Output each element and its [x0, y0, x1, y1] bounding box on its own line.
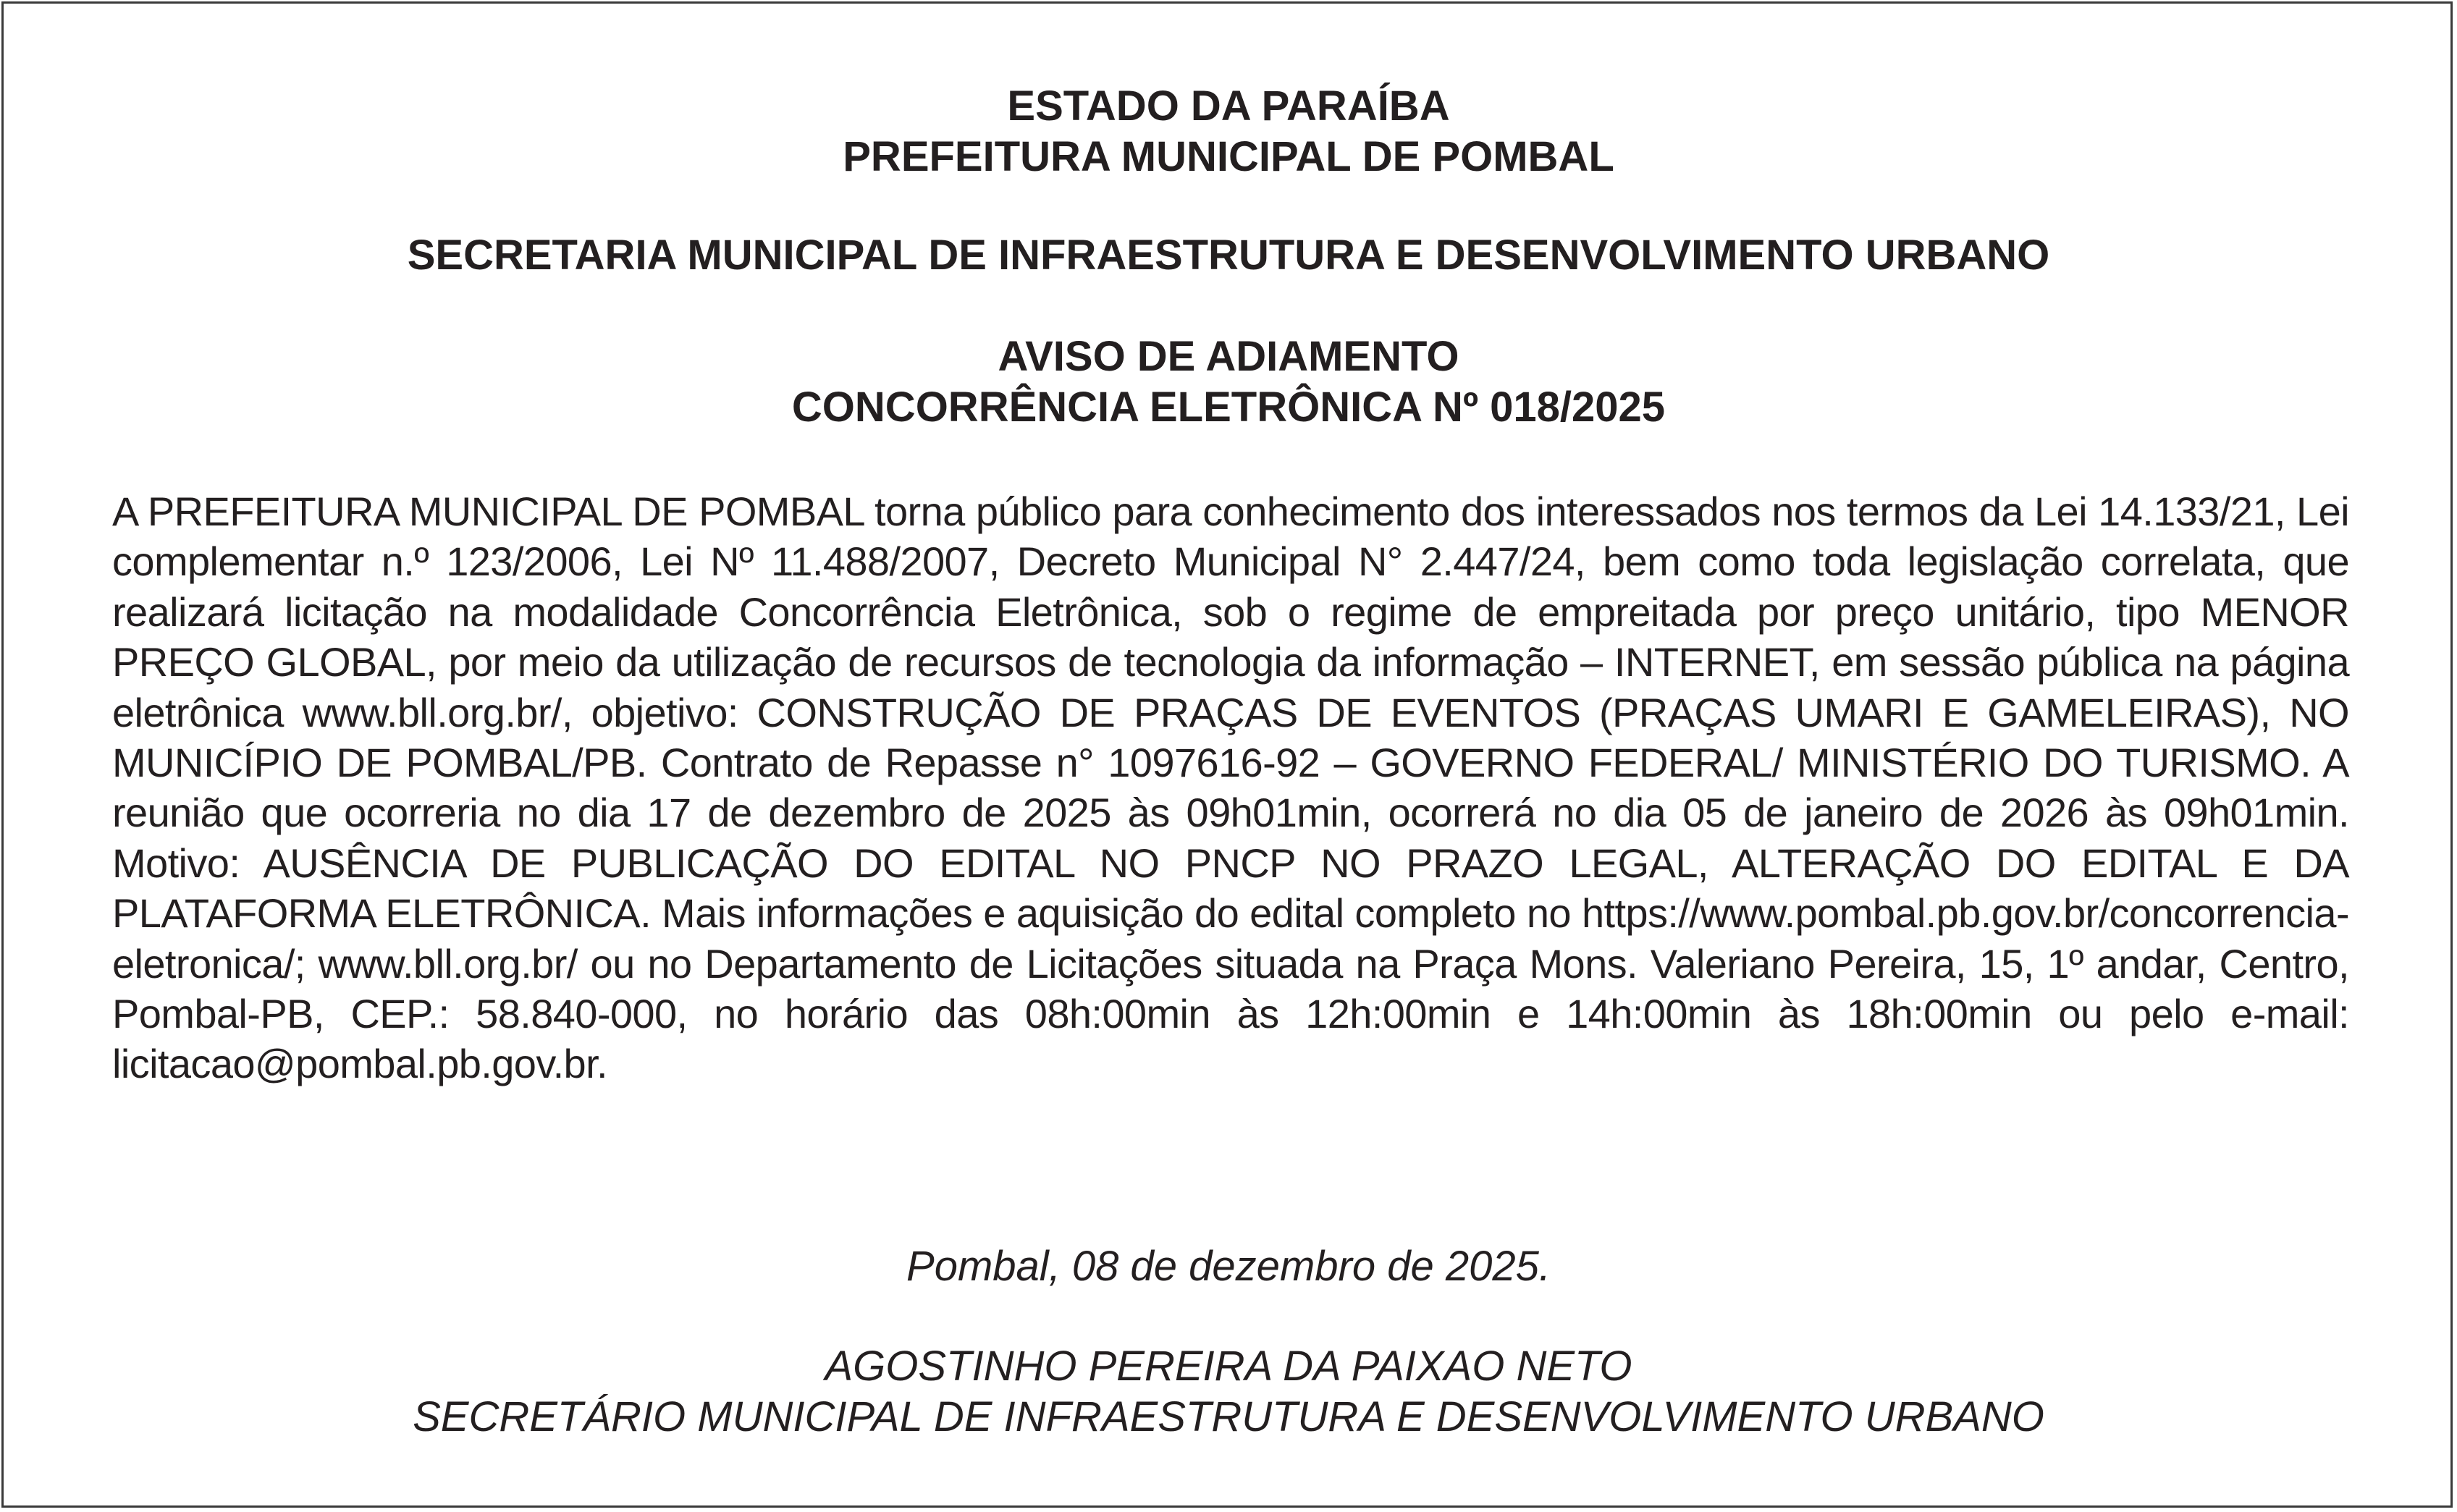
notice-body: A PREFEITURA MUNICIPAL DE POMBAL torna público para conhecimento dos interessados nos termos da Lei 14.133/21, Lei complementar n.º 123/2006, Lei Nº 11.488/2007, Decreto Municipal N° 2.447/24, bem como toda legislação correlata, que realizará licitação na modalidade Concorrência Eletrônica, sob o regime de empreitada por preço unitário, tipo MENOR PREÇO GLOBAL, por meio da utilização de recursos de tecnologia da informação – INTERNET, em sessão pública na página eletrônica www.bll.org.br/, objetivo: CONSTRUÇÃO DE PRAÇAS DE EVENTOS (PRAÇAS UMARI E GAMELEIRAS), NO MUNICÍPIO DE POMBAL/PB. Contrato de Repasse n° 1097616-92 – GOVERNO FEDERAL/ MINISTÉRIO DO TURISMO. A reunião que ocorreria no dia 17 de dezembro de 2025 às 09h01min, ocorrerá no dia 05 de janeiro de 2026 às 09h01min. Motivo: AUSÊNCIA DE PUBLICAÇÃO DO EDITAL NO PNCP NO PRAZO LEGAL, ALTERAÇÃO DO EDITAL E DA PLATAFORMA ELETRÔNICA. Mais informações e aquisição do edital completo no https://www.pombal.pb.gov.br/concorrencia-eletronica/; www.bll.org.br/ ou no Departamento de Licitações situada na Praça Mons. Valeriano Pereira, 15, 1º andar, Centro, Pombal-PB, CEP.: 58.840-000, no horário das 08h:00min às 12h:00min e 14h:00min às 18h:00min ou pelo e-mail: licitacao@pombal.pb.gov.br.	[112, 489, 2349, 1087]
state-heading: ESTADO DA PARAÍBA	[1007, 83, 1450, 130]
signer-name: AGOSTINHO PEREIRA DA PAIXAO NETO	[825, 1343, 1632, 1390]
procurement-number: CONCORRÊNCIA ELETRÔNICA Nº 018/2025	[791, 384, 1666, 431]
signer-role: SECRETÁRIO MUNICIPAL DE INFRAESTRUTURA E DESENVOLVIMENTO URBANO	[413, 1393, 2044, 1440]
prefecture-heading: PREFEITURA MUNICIPAL DE POMBAL	[843, 133, 1614, 180]
notice-title: AVISO DE ADIAMENTO	[998, 333, 1459, 380]
secretariat-heading: SECRETARIA MUNICIPAL DE INFRAESTRUTURA E DESENVOLVIMENTO URBANO	[407, 232, 2050, 279]
date-line: Pombal, 08 de dezembro de 2025.	[906, 1243, 1551, 1290]
